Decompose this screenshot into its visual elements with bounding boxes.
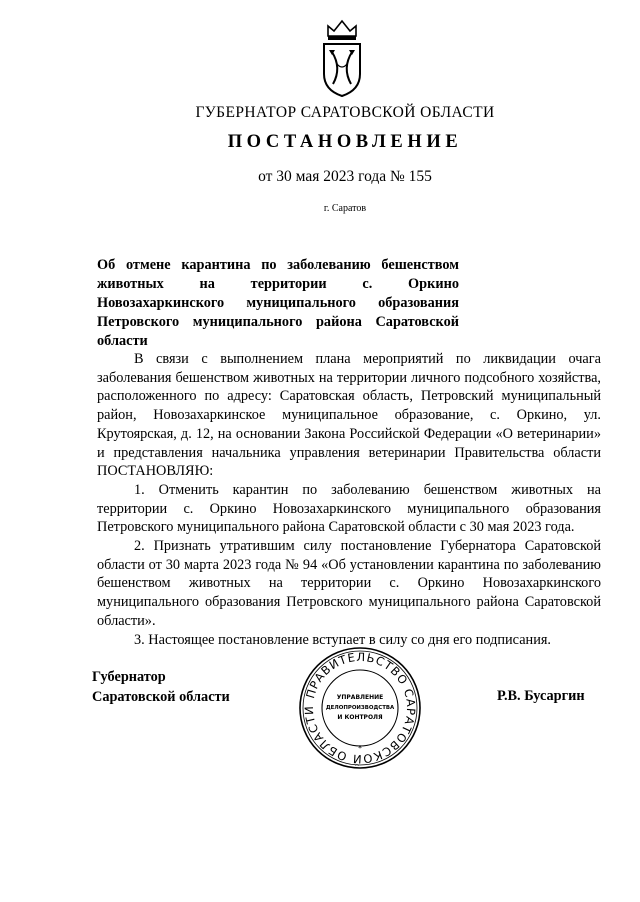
resolution-item-2: 2. Признать утратившим силу постановление Губернатора Саратовской области от 30 марта 2023 года № 94 «Об установлении карантина по заболеванию бешенством животных на территории с. Оркино Новозахаркинского муниципального образования Петровского муниципального района Саратовской области». <box>97 538 601 629</box>
signatory-position <box>92 667 230 707</box>
document-place: г. Саратов <box>323 203 367 214</box>
preamble-paragraph: В связи с выполнением плана мероприятий по ликвидации очага заболевания бешенством животных на территории личного подсобного хозяйства, расположенного по адресу: Саратовская область, Петровский муниципальный район, Новозахаркинское муниципальное образование, с. Оркино, ул. Крутоярская, д. 12, на основании Закона Российской Федерации «О ветеринарии» и представления начальника управления ветеринарии Правительства области ПОСТАНОВЛЯЮ: <box>97 351 601 480</box>
seal-star-icon: * <box>358 744 362 753</box>
issuing-authority: ГУБЕРНАТОР САРАТОВСКОЙ ОБЛАСТИ <box>195 104 495 121</box>
document-date-number: от 30 мая 2023 года № 155 <box>258 168 432 185</box>
document-body <box>97 350 601 649</box>
signatory-position-line1: Губернатор <box>92 669 166 685</box>
signatory-position-line2: Саратовской области <box>92 689 230 705</box>
seal-center-line1: УПРАВЛЕНИЕ <box>336 694 384 701</box>
document-subject: Об отмене карантина по заболеванию бешенством животных на территории с. Оркино Новозахаркинского муниципального образования Петровского муниципального района Саратовской области <box>97 257 459 349</box>
resolution-item-1: 1. Отменить карантин по заболеванию бешенством животных на территории с. Оркино Новозахаркинского муниципального образования Петровского муниципального района Саратовской области с 30 мая 2023 года. <box>97 481 601 536</box>
signatory-name: Р.В. Бусаргин <box>497 688 585 704</box>
resolution-item-3: 3. Настоящее постановление вступает в силу со дня его подписания. <box>134 631 551 648</box>
coat-of-arms-icon <box>320 18 364 98</box>
document-type-title: ПОСТАНОВЛЕНИЕ <box>227 132 463 152</box>
stamp-seal-icon <box>298 646 422 770</box>
seal-outer-text: ПРАВИТЕЛЬСТВО САРАТОВСКОЙ ОБЛАСТИ <box>301 649 419 767</box>
seal-center-line2: ДЕЛОПРОИЗВОДСТВА <box>325 705 395 711</box>
seal-center-line3: И КОНТРОЛЯ <box>337 714 383 721</box>
